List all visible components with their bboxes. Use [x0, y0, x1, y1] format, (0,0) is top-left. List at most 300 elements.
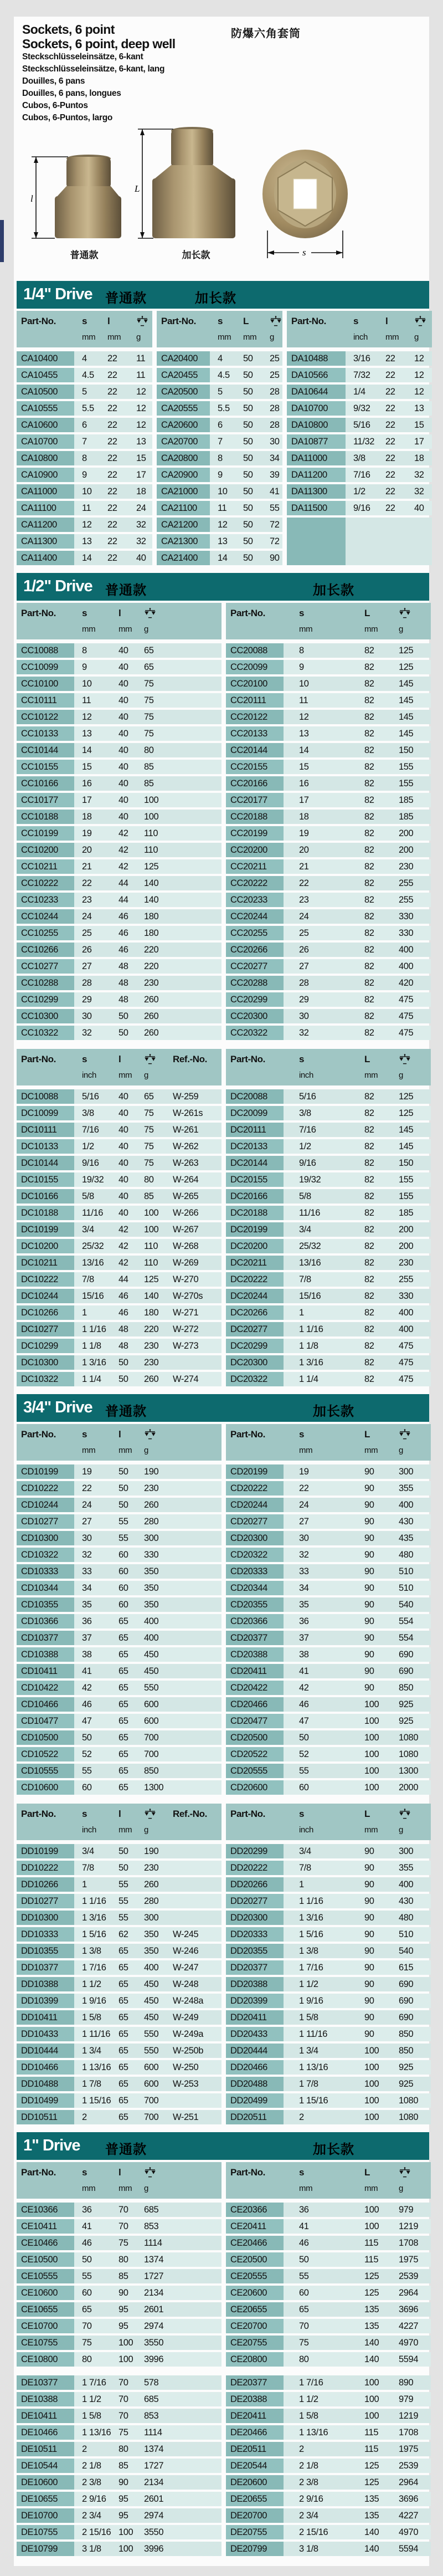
length-value-cell: 44 [119, 878, 128, 888]
weight-value-cell: 12 [136, 419, 146, 430]
part-no-cell: DD20411 [226, 2010, 284, 2025]
part-no-cell: DC10144 [17, 1156, 74, 1170]
ref-value-cell [165, 1877, 222, 1892]
length-value-cell: 100 [364, 1715, 379, 1726]
table-row [157, 451, 282, 465]
length-value-cell: 82 [364, 1357, 374, 1368]
part-no-cell: CD20355 [226, 1597, 284, 1612]
drive-label-normal: 普通款 [105, 583, 147, 598]
s-value-cell: 8 [299, 645, 304, 655]
table-row [226, 1355, 431, 1370]
s-value-cell: 1/4 [353, 386, 365, 397]
s-value-cell: 14 [82, 745, 92, 755]
scale-icon [399, 1429, 411, 1440]
s-value-cell: 50 [82, 1732, 92, 1743]
table-row [17, 484, 152, 499]
length-value-cell: 60 [119, 1566, 128, 1576]
part-no-cell: DA10488 [287, 351, 346, 366]
length-value-cell: 48 [119, 961, 128, 971]
ref-value-cell [165, 1355, 222, 1370]
table-row [17, 660, 222, 674]
weight-value-cell: 1727 [144, 2271, 164, 2281]
table-row [226, 760, 431, 774]
s-value-cell: 36 [299, 1616, 309, 1626]
part-no-cell: DC20188 [226, 1206, 284, 1220]
length-value-cell: 90 [364, 1632, 374, 1643]
part-no-cell: CC20222 [226, 876, 284, 890]
length-value-cell: 140 [364, 2354, 379, 2364]
spec-table [226, 1804, 431, 2127]
table-row [17, 2492, 222, 2506]
table-row [17, 1239, 222, 1253]
weight-value-cell: 75 [144, 1108, 154, 1118]
table-row [17, 2302, 222, 2317]
table-row [287, 468, 432, 482]
table-row [226, 1877, 431, 1892]
ref-value-cell [165, 1747, 222, 1761]
s-value-cell: 29 [299, 994, 309, 1005]
weight-value-cell: 15 [136, 453, 146, 463]
s-value-cell: 1 5/8 [82, 2012, 101, 2022]
part-no-cell: DE10799 [17, 2542, 74, 2556]
weight-value-cell: 150 [399, 1158, 414, 1168]
part-no-cell: CE20411 [226, 2219, 284, 2234]
table-row [17, 1681, 222, 1695]
table-row [157, 351, 282, 366]
part-no-cell: DD20466 [226, 2060, 284, 2075]
part-no-cell: CD10277 [17, 1514, 74, 1529]
table-row [226, 1305, 431, 1320]
title-fr: Douilles, 6 pans [22, 76, 85, 86]
s-value-cell: 22 [299, 878, 309, 888]
weight-value-cell: 475 [399, 1357, 414, 1368]
length-value-cell: 65 [119, 1979, 128, 1989]
table-row [17, 351, 152, 366]
length-value-cell: 60 [119, 1583, 128, 1593]
length-value-cell: 100 [364, 2062, 379, 2072]
part-no-cell: CC10122 [17, 710, 74, 724]
length-value-cell: 100 [364, 1732, 379, 1743]
length-value-cell: 100 [364, 2221, 379, 2231]
length-value-cell: 80 [119, 2254, 128, 2265]
scale-icon [136, 316, 148, 327]
part-no-cell: CD10222 [17, 1481, 74, 1496]
ref-value-cell [165, 776, 222, 791]
length-value-cell: 42 [119, 844, 128, 855]
s-value-cell: 24 [82, 1499, 92, 1510]
part-no-cell: CA20500 [157, 385, 210, 399]
part-no-cell: DE10466 [17, 2425, 74, 2440]
ref-value-cell: W-266 [173, 1207, 199, 1218]
col-unit-s: mm [299, 2184, 313, 2194]
s-value-cell: 50 [82, 2254, 92, 2265]
s-value-cell: 1 15/16 [82, 2095, 111, 2106]
s-value-cell: 9 [82, 662, 87, 672]
table-row [17, 1564, 222, 1579]
part-no-cell: CC20266 [226, 943, 284, 957]
s-value-cell: 1/2 [82, 1141, 94, 1151]
part-no-cell: CD20411 [226, 1664, 284, 1678]
s-value-cell: 14 [299, 745, 309, 755]
length-value-cell: 22 [385, 469, 395, 480]
part-no-cell: DC20299 [226, 1339, 284, 1353]
table-band [17, 603, 429, 1042]
weight-value-cell: 75 [144, 728, 154, 739]
s-value-cell: 1 [299, 1307, 304, 1318]
col-header-part: Part-No. [21, 1429, 56, 1440]
s-value-cell: 1 13/16 [82, 2062, 111, 2072]
table-row [226, 1960, 431, 1975]
table-row [287, 451, 432, 465]
part-no-cell: CE20755 [226, 2336, 284, 2350]
part-no-cell: DD20222 [226, 1861, 284, 1875]
part-no-cell: CC20244 [226, 909, 284, 924]
col-unit-weight: g [399, 624, 403, 634]
s-value-cell: 6 [82, 419, 87, 430]
part-no-cell: DC10222 [17, 1272, 74, 1287]
length-value-cell: 82 [364, 1241, 374, 1251]
length-value-cell: 82 [364, 844, 374, 855]
table-row [17, 643, 222, 658]
part-no-cell: CD20366 [226, 1614, 284, 1628]
weight-value-cell: 400 [399, 1307, 414, 1318]
table-row [17, 418, 152, 432]
s-value-cell: 50 [299, 1732, 309, 1743]
weight-value-cell: 200 [399, 1224, 414, 1235]
s-value-cell: 46 [299, 1699, 309, 1709]
col-header-weight [406, 314, 432, 330]
weight-value-cell: 1300 [144, 1782, 164, 1793]
length-value-cell: 46 [119, 911, 128, 921]
col-header-part: Part-No. [291, 316, 326, 327]
drive-title: 1/4" Drive [23, 285, 92, 303]
table-row [226, 826, 431, 841]
part-no-cell: DD20300 [226, 1911, 284, 1925]
table-row [226, 1272, 431, 1287]
s-value-cell: 4 [218, 353, 223, 363]
table-row [226, 2442, 431, 2456]
length-value-cell: 50 [119, 1374, 128, 1384]
length-value-cell: 82 [364, 1340, 374, 1351]
part-no-cell: DC20211 [226, 1256, 284, 1270]
part-no-cell: DC10188 [17, 1206, 74, 1220]
s-value-cell: 1 13/16 [82, 2427, 111, 2437]
ref-value-cell: W-268 [173, 1241, 199, 1251]
table-row [17, 2392, 222, 2406]
table-row [226, 1189, 431, 1204]
table-row [17, 826, 222, 841]
table-row [17, 1206, 222, 1220]
table-row [17, 1289, 222, 1303]
table-row [226, 1339, 431, 1353]
ref-value-cell: W-262 [173, 1141, 199, 1151]
length-value-cell: 40 [119, 1124, 128, 1135]
ref-value-cell [165, 2302, 222, 2317]
table-row [17, 1614, 222, 1628]
weight-value-cell: 400 [144, 1962, 159, 1973]
part-no-cell: DC10199 [17, 1222, 74, 1237]
title-de: Steckschlüsseleinsätze, 6-kant [22, 52, 143, 62]
part-no-cell: DD20511 [226, 2110, 284, 2124]
value-cell [346, 518, 432, 565]
s-value-cell: 30 [299, 1533, 309, 1543]
part-no-cell: DC20155 [226, 1172, 284, 1187]
length-value-cell: 70 [119, 2394, 128, 2404]
part-no-cell: CD20222 [226, 1481, 284, 1496]
part-no-cell: DD20377 [226, 1960, 284, 1975]
col-header-length: l [119, 608, 121, 619]
col-header-s: s [82, 1809, 87, 1820]
part-no-cell: CC20277 [226, 959, 284, 974]
part-no-cell: CA10800 [17, 451, 74, 465]
s-value-cell: 22 [82, 878, 92, 888]
drive-section-bar [17, 573, 429, 601]
table-row [226, 2508, 431, 2523]
col-header-length: l [119, 1054, 121, 1065]
col-unit-blank [17, 622, 74, 638]
weight-value-cell: 280 [144, 1516, 159, 1527]
weight-value-cell: 220 [144, 1324, 159, 1334]
length-value-cell: 90 [364, 1516, 374, 1527]
s-value-cell: 41 [299, 1666, 309, 1676]
table-row [226, 2525, 431, 2539]
s-value-cell: 32 [299, 1549, 309, 1560]
table-row [17, 2319, 222, 2333]
table-row [17, 1977, 222, 1991]
weight-value-cell: 853 [144, 2410, 159, 2421]
table-row [226, 1531, 431, 1545]
col-header-weight [391, 1427, 431, 1443]
weight-value-cell: 600 [144, 1699, 159, 1709]
length-value-cell: 65 [119, 2078, 128, 2089]
ref-value-cell: W-270s [173, 1290, 203, 1301]
s-value-cell: 1 1/2 [299, 2394, 318, 2404]
length-value-cell: 22 [385, 503, 395, 513]
col-header-weight [136, 606, 165, 622]
length-value-cell: 22 [385, 370, 395, 380]
weight-value-cell: 200 [399, 828, 414, 838]
part-no-cell: CC10100 [17, 677, 74, 691]
part-no-cell: CA20455 [157, 368, 210, 382]
s-value-cell: 13 [299, 728, 309, 739]
s-value-cell: 28 [82, 977, 92, 988]
part-no-cell: CC10199 [17, 826, 74, 841]
table-row [17, 1844, 222, 1858]
table-row [226, 1514, 431, 1529]
length-value-cell: 65 [119, 2045, 128, 2056]
s-value-cell: 15 [82, 761, 92, 772]
ref-value-cell [165, 2093, 222, 2108]
weight-value-cell: 4970 [399, 2527, 419, 2537]
length-value-cell: 135 [364, 2304, 379, 2314]
part-no-cell: CC10244 [17, 909, 74, 924]
s-value-cell: 1 5/8 [299, 2410, 318, 2421]
s-value-cell: 1 5/8 [82, 2410, 101, 2421]
table-row [287, 385, 432, 399]
ref-value-cell [165, 909, 222, 924]
part-no-cell: DA10800 [287, 418, 346, 432]
s-value-cell: 27 [82, 961, 92, 971]
ref-value-cell [165, 2459, 222, 2473]
length-value-cell: 82 [364, 1274, 374, 1284]
part-no-cell: CD10199 [17, 1464, 74, 1479]
s-value-cell: 30 [82, 1011, 92, 1021]
length-value-cell: 90 [364, 1846, 374, 1856]
weight-value-cell: 350 [144, 1583, 159, 1593]
s-value-cell: 1 1/2 [299, 1979, 318, 1989]
col-header-length: l [119, 2167, 121, 2178]
weight-value-cell: 75 [144, 711, 154, 722]
length-value-cell: 82 [364, 928, 374, 938]
table-row [226, 1289, 431, 1303]
col-header-s: s [82, 316, 87, 327]
part-no-cell: CD20388 [226, 1647, 284, 1662]
s-value-cell: 32 [299, 1027, 309, 1038]
page-header [22, 22, 176, 124]
col-header-length: L [364, 1054, 370, 1065]
length-value-cell: 65 [119, 1995, 128, 2006]
table-row [17, 1730, 222, 1745]
length-value-cell: 90 [364, 1566, 374, 1576]
weight-value-cell: 685 [144, 2204, 159, 2215]
weight-value-cell: 32 [136, 536, 146, 546]
ref-value-cell [165, 1911, 222, 1925]
part-no-cell: DE10544 [17, 2459, 74, 2473]
col-unit-blank [17, 1068, 74, 1084]
col-header-s: s [299, 1809, 305, 1820]
length-value-cell: 90 [364, 1995, 374, 2006]
part-no-cell: CD10411 [17, 1664, 74, 1678]
table-row [17, 2010, 222, 2025]
length-value-cell: 70 [119, 2221, 128, 2231]
weight-value-cell: 145 [399, 711, 414, 722]
length-value-cell: 50 [243, 503, 253, 513]
table-row [17, 2060, 222, 2075]
s-value-cell: 3/8 [82, 1108, 94, 1118]
weight-value-cell: 230 [144, 1862, 159, 1873]
weight-value-cell: 1374 [144, 2254, 164, 2265]
table-row [17, 2093, 222, 2108]
spec-table [226, 2375, 431, 2558]
part-no-cell: CA10700 [17, 434, 74, 449]
table-row [226, 1372, 431, 1386]
s-value-cell: 47 [299, 1715, 309, 1726]
col-header-part: Part-No. [230, 1054, 265, 1065]
length-value-cell: 125 [364, 2271, 379, 2281]
s-value-cell: 37 [299, 1632, 309, 1643]
table-row [157, 434, 282, 449]
ref-value-cell [165, 976, 222, 990]
ref-value-cell [165, 710, 222, 724]
length-value-cell: 82 [364, 828, 374, 838]
table-row [226, 1139, 431, 1154]
length-value-cell: 82 [364, 1124, 374, 1135]
ref-value-cell [165, 1548, 222, 1562]
weight-value-cell: 2000 [399, 1782, 419, 1793]
s-value-cell: 19 [299, 828, 309, 838]
s-value-cell: 28 [299, 977, 309, 988]
length-value-cell: 65 [119, 1749, 128, 1759]
s-value-cell: 12 [82, 519, 92, 530]
weight-value-cell: 2964 [399, 2477, 419, 2487]
part-no-cell: CD20600 [226, 1780, 284, 1795]
table-row [226, 2286, 431, 2300]
table-row [226, 1994, 431, 2008]
table-row [17, 1305, 222, 1320]
table-row [226, 2077, 431, 2091]
s-value-cell: 1 9/16 [299, 1995, 323, 2006]
s-value-cell: 5/16 [82, 1091, 99, 1102]
length-value-cell: 100 [364, 1749, 379, 1759]
part-no-cell: CC20155 [226, 760, 284, 774]
col-unit-weight: g [144, 1446, 148, 1456]
length-value-cell: 82 [364, 1307, 374, 1318]
length-value-cell: 40 [119, 1191, 128, 1201]
weight-value-cell: 1080 [399, 2112, 419, 2122]
table-row [17, 943, 222, 957]
part-no-cell: CA21300 [157, 534, 210, 549]
length-value-cell: 40 [119, 678, 128, 689]
scale-icon [399, 608, 411, 619]
length-value-cell: 82 [364, 695, 374, 705]
weight-value-cell: 3550 [144, 2337, 164, 2348]
part-no-cell: DD10277 [17, 1894, 74, 1908]
table-row [226, 859, 431, 874]
part-no-cell: DE20544 [226, 2459, 284, 2473]
weight-value-cell: 65 [144, 662, 154, 672]
table-row [17, 501, 152, 515]
s-value-cell: 1 1/8 [299, 1340, 318, 1351]
weight-value-cell: 510 [399, 1566, 414, 1576]
ref-value-cell [165, 1730, 222, 1745]
s-value-cell: 2 [82, 2444, 87, 2454]
length-value-cell: 22 [107, 469, 117, 480]
col-header-part: Part-No. [21, 1054, 56, 1065]
length-value-cell: 65 [119, 2029, 128, 2039]
length-value-cell: 55 [119, 1533, 128, 1543]
length-value-cell: 40 [119, 1091, 128, 1102]
weight-value-cell: 480 [399, 1912, 414, 1923]
table-row [17, 451, 152, 465]
part-no-cell: CC10200 [17, 843, 74, 857]
weight-value-cell: 850 [399, 1682, 414, 1693]
scale-icon [144, 2167, 156, 2178]
part-no-cell: DD10466 [17, 2060, 74, 2075]
table-row [226, 1944, 431, 1958]
weight-value-cell: 18 [414, 453, 424, 463]
weight-value-cell: 330 [144, 1549, 159, 1560]
page-edge-mark [0, 220, 4, 262]
col-unit-length: mm [119, 624, 132, 634]
weight-value-cell: 2601 [144, 2493, 164, 2504]
col-header-weight [391, 606, 431, 622]
col-unit-blank [165, 1822, 222, 1838]
weight-value-cell: 5594 [399, 2354, 419, 2364]
part-no-cell: CC10277 [17, 959, 74, 974]
weight-value-cell: 1080 [399, 1749, 419, 1759]
part-no-cell: CD10466 [17, 1697, 74, 1712]
weight-value-cell: 280 [144, 1896, 159, 1906]
table-row [226, 2352, 431, 2367]
weight-value-cell: 180 [144, 928, 159, 938]
weight-value-cell: 400 [399, 944, 414, 955]
length-value-cell: 48 [119, 1340, 128, 1351]
col-unit-length: mm [243, 332, 257, 342]
weight-value-cell: 230 [144, 1340, 159, 1351]
length-value-cell: 50 [119, 1466, 128, 1477]
s-value-cell: 1 15/16 [299, 2095, 328, 2106]
part-no-cell: DA10700 [287, 401, 346, 416]
